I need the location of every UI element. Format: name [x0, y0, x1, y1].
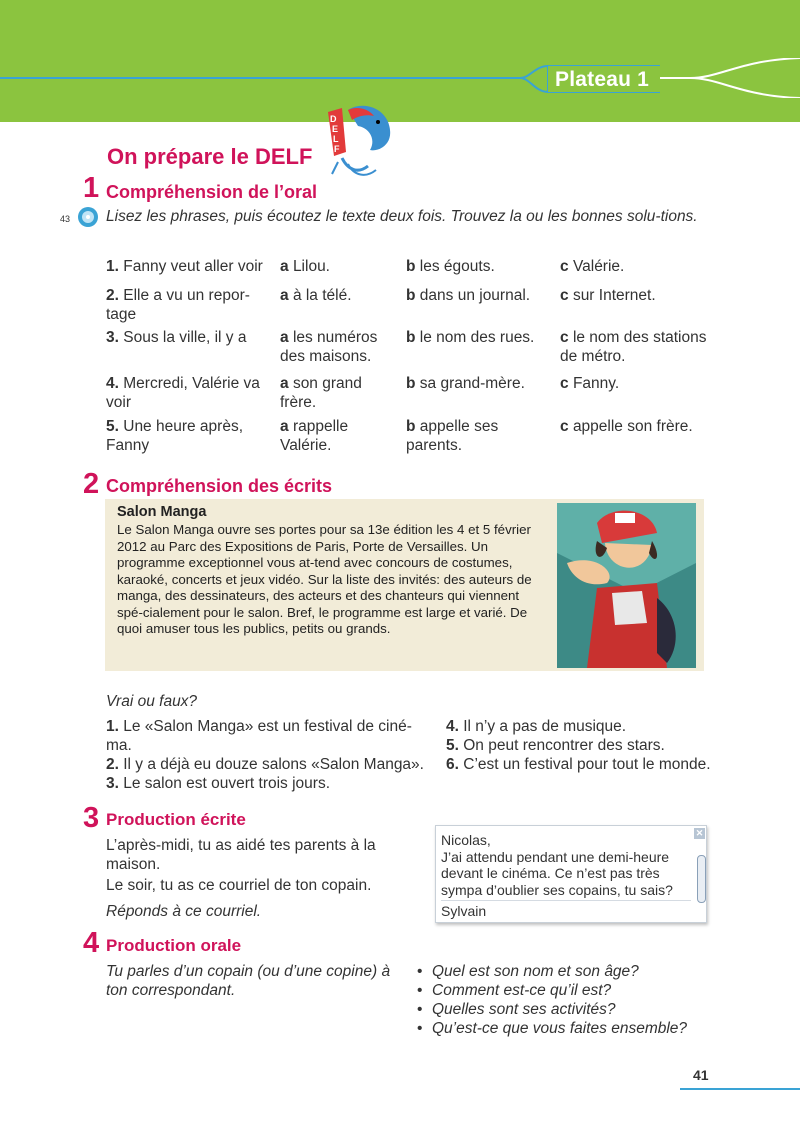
audio-cd-icon[interactable] — [77, 206, 99, 228]
vf-item-text: On peut rencontrer des stars. — [458, 737, 665, 754]
question-text — [106, 374, 278, 412]
question-number: 1. — [106, 258, 119, 275]
vf-item-text: Il n’y a pas de musique. — [458, 718, 627, 735]
option-a[interactable] — [280, 374, 402, 412]
option-letter: b — [406, 375, 420, 392]
header-wave-line — [0, 58, 800, 98]
question-row — [106, 374, 716, 414]
option-letter: b — [406, 258, 420, 275]
section-4-text: Tu parles d’un copain (ou d’une copine) à ton correspondant. — [106, 963, 391, 999]
question-item: • Quelles sont ses activités? — [417, 1000, 737, 1019]
option-letter: c — [560, 287, 573, 304]
option-letter: c — [560, 375, 573, 392]
section-1-title: Compréhension de l’oral — [106, 182, 318, 202]
option-text: à la télé. — [292, 287, 352, 304]
svg-text:E: E — [332, 124, 339, 134]
vf-item-1 — [106, 717, 436, 755]
vf-item-number: 3. — [106, 775, 119, 792]
section-1-number: 1 — [83, 172, 100, 204]
section-2-number: 2 — [83, 468, 100, 500]
option-text: appelle son frère. — [572, 418, 693, 435]
option-text: rappelle Valérie. — [280, 418, 349, 454]
section-3-text-2: Le soir, tu as ce courriel de ton copain. — [106, 877, 372, 894]
question-item: • Qu’est-ce que vous faites ensemble? — [417, 1019, 737, 1038]
vf-item-number: 6. — [446, 756, 459, 773]
question-stem: Fanny veut aller voir — [118, 258, 263, 275]
option-text: le nom des stations de métro. — [560, 329, 707, 365]
audio-track-number: 43 — [60, 214, 71, 224]
option-letter: c — [560, 258, 573, 275]
article-title: Salon Manga — [117, 504, 207, 520]
option-text: dans un journal. — [419, 287, 531, 304]
option-a[interactable] — [280, 257, 402, 276]
vf-item-number: 2. — [106, 756, 119, 773]
vf-item-number: 4. — [446, 718, 459, 735]
option-letter: b — [406, 329, 420, 346]
option-text: appelle ses parents. — [406, 418, 499, 454]
question-stem: Elle a vu un repor-tage — [106, 287, 250, 323]
question-number: 3. — [106, 329, 119, 346]
question-item: • Quel est son nom et son âge? — [417, 962, 737, 981]
question-stem: Une heure après, Fanny — [106, 418, 244, 454]
plateau-title: Plateau 1 — [555, 68, 650, 91]
article-body: Le Salon Manga ouvre ses portes pour sa 13e édition les 4 et 5 février 2012 au Parc des Expositions de Paris, Porte de Versailles. Un programme exceptionnel vous at-tend avec concours de costumes, karaoké, concerts et jeux vidéo. Sur la liste des invités: des auteurs de manga, des dessinateurs, des acteurs et des chanteurs qui viennent spé-cialement pour le salon. Bref, le programme est large et varié. De quoi amuser tous les publics, petits ou grands. — [117, 522, 532, 636]
option-b[interactable] — [406, 417, 558, 455]
dolphin-logo-icon — [318, 100, 396, 180]
option-text: sur Internet. — [572, 287, 656, 304]
option-a[interactable] — [280, 286, 402, 305]
option-c[interactable] — [560, 417, 720, 436]
option-b[interactable] — [406, 286, 558, 305]
email-body: J’ai attendu pendant une demi-heure devant le cinéma. Ce n’est pas très sympa d’oublier ses copains, tu sais? — [441, 848, 673, 898]
question-list — [417, 962, 737, 1038]
option-letter: b — [406, 418, 420, 435]
option-c[interactable] — [560, 257, 720, 276]
option-c[interactable] — [560, 328, 720, 366]
vf-right-column — [446, 717, 716, 774]
question-number: 2. — [106, 287, 119, 304]
question-text — [106, 328, 278, 347]
vrai-ou-faux-title: Vrai ou faux? — [106, 693, 198, 710]
svg-text:F: F — [334, 144, 340, 154]
option-letter: a — [280, 418, 293, 435]
option-c[interactable] — [560, 374, 720, 393]
question-stem: Sous la ville, il y a — [118, 329, 247, 346]
section-2-title: Compréhension des écrits — [106, 476, 333, 496]
question-text — [106, 257, 278, 276]
vf-item-3 — [106, 774, 436, 793]
question-row — [106, 417, 716, 457]
question-number: 5. — [106, 418, 119, 435]
email-scrollbar[interactable] — [697, 855, 706, 903]
vf-item-number: 1. — [106, 718, 119, 735]
option-a[interactable] — [280, 417, 402, 455]
section-3-number: 3 — [83, 802, 100, 834]
option-text: sa grand-mère. — [419, 375, 525, 392]
page-number: 41 — [693, 1067, 709, 1083]
question-row — [106, 286, 716, 326]
question-number: 4. — [106, 375, 119, 392]
email-signature: Sylvain — [441, 900, 691, 920]
option-text: les numéros des maisons. — [280, 329, 378, 365]
vf-item-4 — [446, 717, 716, 736]
option-text: les égouts. — [419, 258, 495, 275]
vf-item-text: Il y a déjà eu douze salons «Salon Manga». — [118, 756, 424, 773]
question-text — [106, 286, 278, 324]
page-title: On prépare le DELF — [107, 144, 313, 169]
option-letter: b — [406, 287, 420, 304]
question-stem: Mercredi, Valérie va voir — [106, 375, 260, 411]
section-1-instruction: Lisez les phrases, puis écoutez le texte deux fois. Trouvez la ou les bonnes solu-tions. — [106, 208, 698, 225]
option-letter: a — [280, 329, 293, 346]
option-letter: c — [560, 418, 573, 435]
svg-text:L: L — [333, 134, 339, 144]
vf-item-text: C’est un festival pour tout le monde. — [458, 756, 711, 773]
svg-text:D: D — [330, 114, 337, 124]
option-text: Fanny. — [572, 375, 620, 392]
section-3-text-3: Réponds à ce courriel. — [106, 903, 262, 920]
section-4-title: Production orale — [106, 936, 242, 955]
vf-item-2 — [106, 755, 436, 774]
footer-rule — [680, 1088, 800, 1090]
question-text — [106, 417, 278, 455]
option-letter: a — [280, 375, 293, 392]
section-3-text-1: L’après-midi, tu as aidé tes parents à la maison. — [106, 837, 376, 873]
option-letter: a — [280, 258, 293, 275]
email-content — [441, 832, 691, 920]
vf-item-6 — [446, 755, 716, 774]
vf-item-text: Le «Salon Manga» est un festival de ciné-ma. — [106, 718, 412, 754]
option-letter: c — [560, 329, 573, 346]
question-item: • Comment est-ce qu’il est? — [417, 981, 737, 1000]
option-text: Valérie. — [572, 258, 625, 275]
vf-item-5 — [446, 736, 716, 755]
section-4-number: 4 — [83, 927, 100, 959]
email-greeting: Nicolas, — [441, 832, 491, 848]
vf-left-column — [106, 717, 436, 793]
option-text: son grand frère. — [280, 375, 362, 411]
option-text: le nom des rues. — [419, 329, 535, 346]
manga-character-image — [557, 503, 696, 668]
vf-item-text: Le salon est ouvert trois jours. — [118, 775, 331, 792]
vf-item-number: 5. — [446, 737, 459, 754]
option-c[interactable] — [560, 286, 720, 305]
question-row — [106, 328, 716, 368]
close-icon[interactable]: ✕ — [695, 828, 704, 838]
section-3-title: Production écrite — [106, 810, 246, 829]
option-text: Lilou. — [292, 258, 330, 275]
option-a[interactable] — [280, 328, 402, 366]
option-b[interactable] — [406, 257, 558, 276]
option-b[interactable] — [406, 328, 558, 347]
option-letter: a — [280, 287, 293, 304]
option-b[interactable] — [406, 374, 558, 393]
